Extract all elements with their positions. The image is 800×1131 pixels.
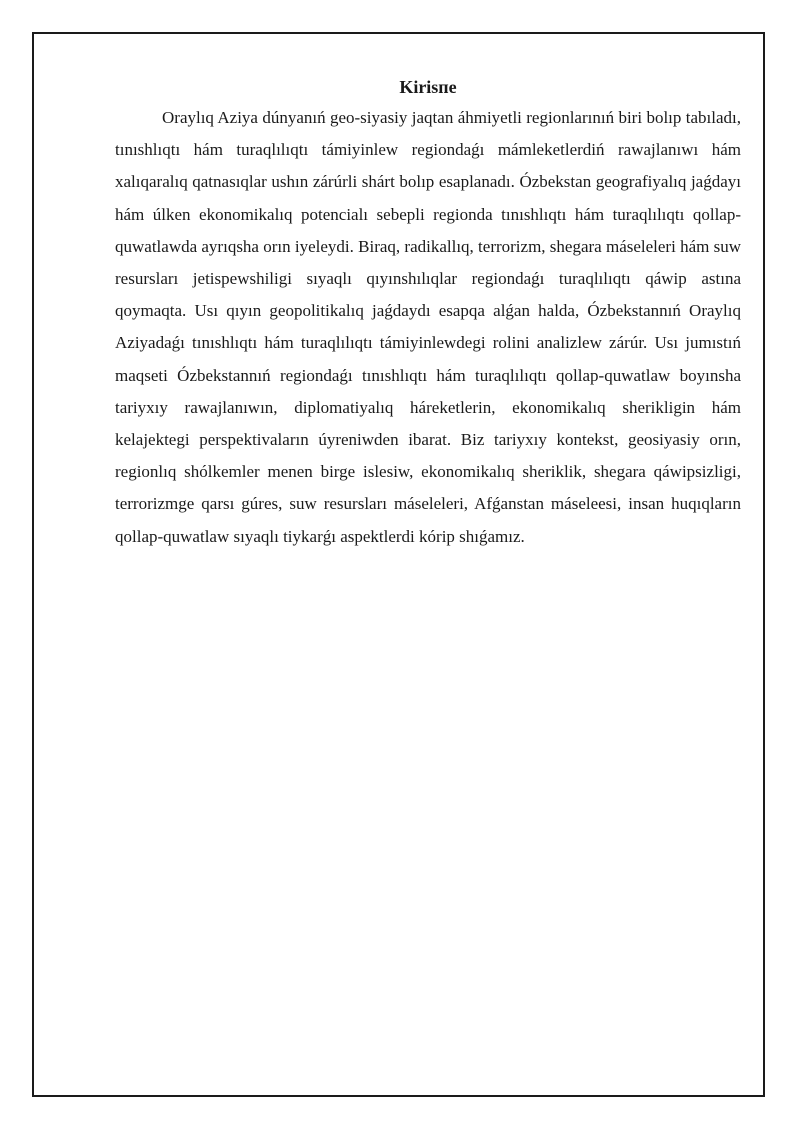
document-body bbox=[115, 74, 741, 553]
section-heading: Kirisпe bbox=[399, 77, 457, 97]
body-paragraph: Oraylıq Aziya dúnyanıń geo-siyasiy jaqtan áhmiyetli regionlarınıń biri bolıp tabıladı, tınıshlıqtı hám turaqlılıqtı támiyinlew regiondaǵı mámleketlerdiń rawajlanıwı hám xalıqaralıq qatnasıqlar ushın zárúrli shárt bolıp esaplanadı. Ózbekstan geografiyalıq jaǵdayı hám úlken ekonomikalıq potencialı sebepli regionda tınıshlıqtı hám turaqlılıqtı qollap-quwatlawda ayrıqsha orın iyeleydi. Biraq, radikallıq, terrorizm, shegara máseleleri hám suw resursları jetispewshiligi sıyaqlı qıyınshılıqlar regiondaǵı turaqlılıqtı qáwip astına qoymaqta. Usı qıyın geopolitikalıq jaǵdaydı esapqa alǵan halda, Ózbekstannıń Oraylıq Aziyadaǵı tınıshlıqtı hám turaqlılıqtı támiyinlewdegi rolini analizlew zárúr. Usı jumıstıń maqseti Ózbekstannıń regiondaǵı tınıshlıqtı hám turaqlılıqtı qollap-quwatlaw boyınsha tariyxıy rawajlanıwın, diplomatiyalıq háreketlerin, ekonomikalıq sherikligin hám kelajektegi perspektivaların úyreniwden ibarat. Biz tariyxıy kontekst, geosiyasiy orın, regionlıq shólkemler menen birge islesiw, ekonomikalıq sheriklik, shegara qáwipsizligi, terrorizmge qarsı gúres, suw resursları máseleleri, Afǵanstan máseleesi, insan huqıqların qollap-quwatlaw sıyaqlı tiykarǵı aspektlerdi kórip shıǵamız. bbox=[115, 108, 741, 546]
